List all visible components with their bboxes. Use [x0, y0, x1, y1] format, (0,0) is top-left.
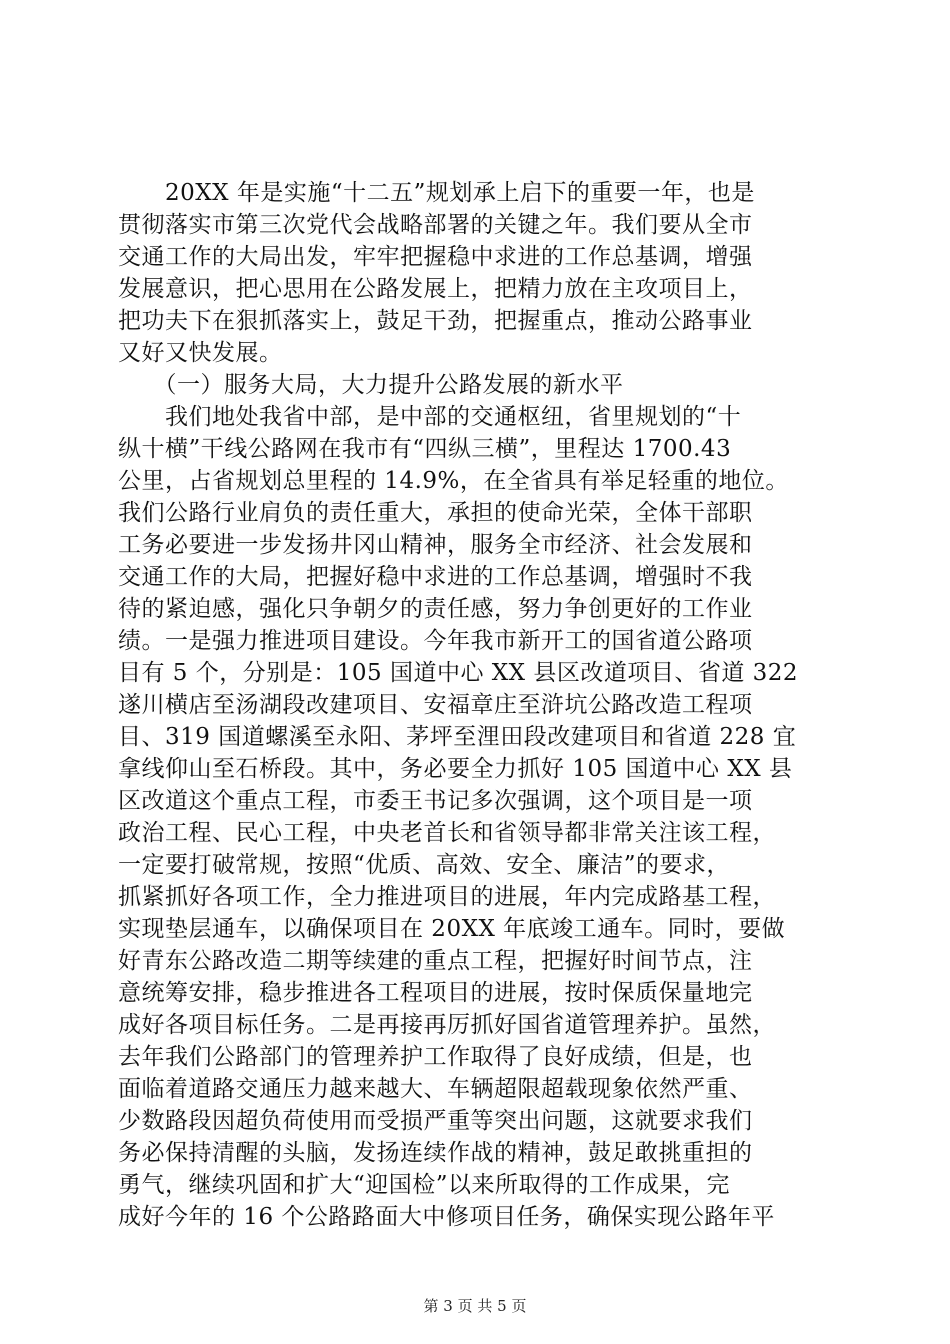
text-line: 目有 5 个，分别是：105 国道中心 XX 县区改道项目、省道 322	[118, 660, 799, 686]
text-line: 意统筹安排，稳步推进各工程项目的进展，按时保质保量地完	[118, 980, 753, 1006]
text-line: 抓紧抓好各项工作，全力推进项目的进展，年内完成路基工程，	[118, 884, 776, 910]
text-line: 好青东公路改造二期等续建的重点工程，把握好时间节点，注	[118, 948, 753, 974]
text-line: 面临着道路交通压力越来越大、车辆超限超载现象依然严重、	[118, 1076, 753, 1102]
text-line: 把功夫下在狠抓落实上，鼓足干劲，把握重点，推动公路事业	[118, 308, 753, 334]
text-line: 一定要打破常规，按照“优质、高效、安全、廉洁”的要求，	[118, 852, 731, 878]
text-line: 区改道这个重点工程，市委王书记多次强调，这个项目是一项	[118, 788, 753, 814]
text-line: 去年我们公路部门的管理养护工作取得了良好成绩，但是，也	[118, 1044, 753, 1070]
text-line: 交通工作的大局出发，牢牢把握稳中求进的工作总基调，增强	[118, 244, 753, 270]
text-line: 勇气，继续巩固和扩大“迎国检”以来所取得的工作成果，完	[118, 1172, 731, 1198]
text-line: 少数路段因超负荷使用而受损严重等突出问题，这就要求我们	[118, 1108, 753, 1134]
text-line: 公里，占省规划总里程的 14.9%，在全省具有举足轻重的地位。	[118, 468, 789, 494]
text-line: 我们地处我省中部，是中部的交通枢纽，省里规划的“十	[118, 404, 742, 430]
text-line: 务必保持清醒的头脑，发扬连续作战的精神，鼓足敢挑重担的	[118, 1140, 753, 1166]
text-line: 发展意识，把心思用在公路发展上，把精力放在主攻项目上，	[118, 276, 753, 302]
text-line: 交通工作的大局，把握好稳中求进的工作总基调，增强时不我	[118, 564, 753, 590]
text-line: 政治工程、民心工程，中央老首长和省领导都非常关注该工程，	[118, 820, 776, 846]
text-line: 遂川横店至汤湖段改建项目、安福章庄至浒坑公路改造工程项	[118, 692, 753, 718]
page-footer: 第 3 页 共 5 页	[423, 1297, 527, 1315]
text-line: 成好各项目标任务。二是再接再厉抓好国省道管理养护。虽然，	[118, 1012, 776, 1038]
text-line: （一）服务大局，大力提升公路发展的新水平	[118, 372, 624, 398]
text-line: 工务必要进一步发扬井冈山精神，服务全市经济、社会发展和	[118, 532, 753, 558]
text-line: 实现垫层通车，以确保项目在 20XX 年底竣工通车。同时，要做	[118, 916, 786, 942]
text-line: 目、319 国道螺溪至永阳、茅坪至浬田段改建项目和省道 228 宜	[118, 724, 797, 750]
text-line: 绩。一是强力推进项目建设。今年我市新开工的国省道公路项	[118, 628, 753, 654]
text-line: 又好又快发展。	[118, 340, 283, 366]
text-line: 20XX 年是实施“十二五”规划承上启下的重要一年，也是	[118, 180, 755, 206]
body-text	[118, 177, 834, 1233]
text-line: 待的紧迫感，强化只争朝夕的责任感，努力争创更好的工作业	[118, 596, 753, 622]
text-line: 贯彻落实市第三次党代会战略部署的关键之年。我们要从全市	[118, 212, 753, 238]
text-line: 成好今年的 16 个公路路面大中修项目任务，确保实现公路年平	[118, 1204, 775, 1230]
text-line: 拿线仰山至石桥段。其中，务必要全力抓好 105 国道中心 XX 县	[118, 756, 793, 782]
text-line: 纵十横”干线公路网在我市有“四纵三横”，里程达 1700.43	[118, 436, 732, 462]
text-line: 我们公路行业肩负的责任重大，承担的使命光荣，全体干部职	[118, 500, 753, 526]
